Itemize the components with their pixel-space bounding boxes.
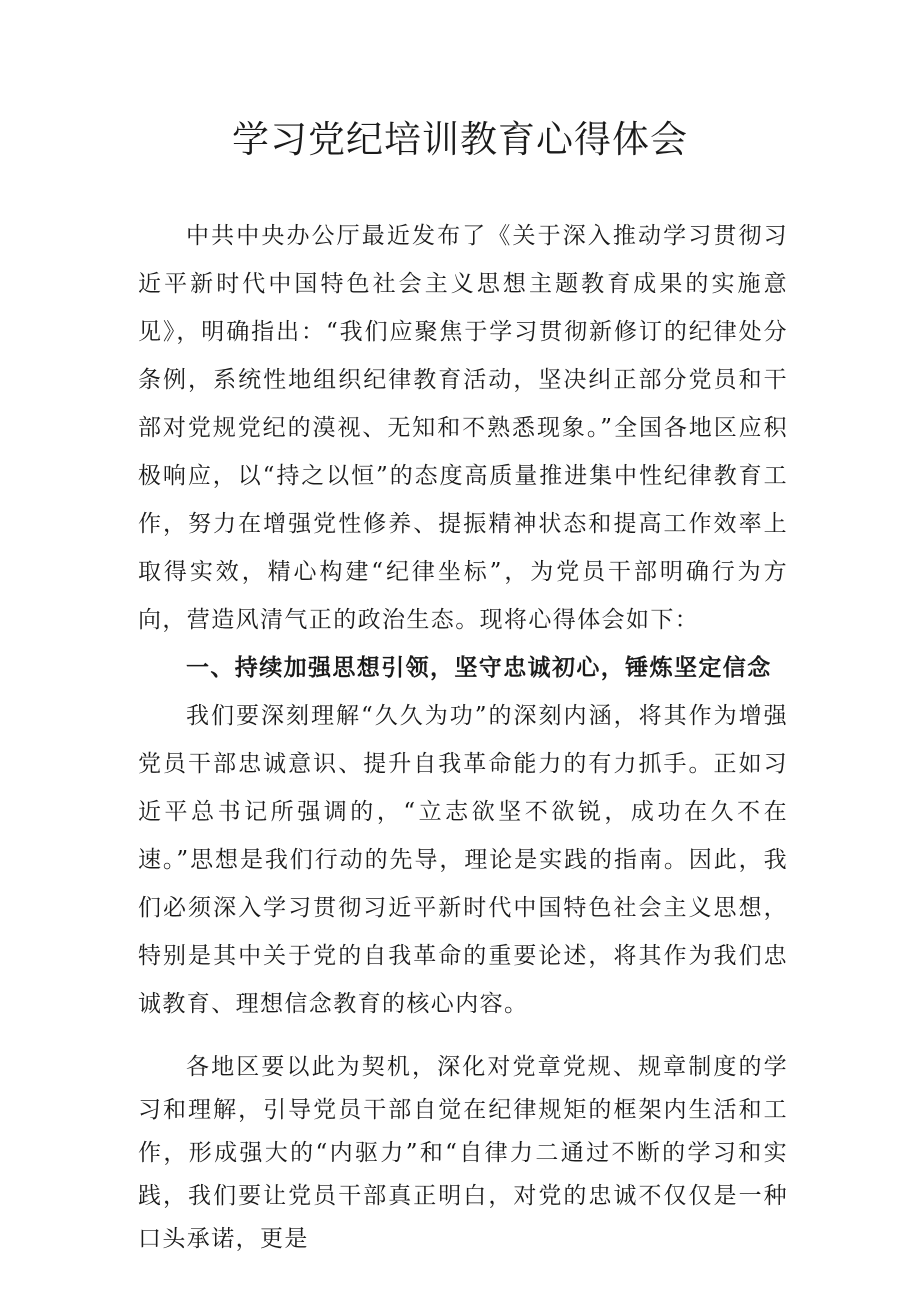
intro-paragraph: 中共中央办公厅最近发布了《关于深入推动学习贯彻习近平新时代中国特色社会主义思想主题教育成果的实施意见》，明确指出：“我们应聚焦于学习贯彻新修订的纪律处分条例，系统性地组织纪律教育活动，坚决纠正部分党员和干部对党规党纪的漠视、无知和不熟悉现象。”全国各地区应积极响应，以“持之以恒”的态度高质量推进集中性纪律教育工作，努力在增强党性修养、提振精神状态和提高工作效率上取得实效，精心构建“纪律坐标”，为党员干部明确行为方向，营造风清气正的政治生态。现将心得体会如下：	[138, 223, 788, 633]
section-1-paragraph-2: 各地区要以此为契机，深化对党章党规、规章制度的学习和理解，引导党员干部自觉在纪律规矩的框架内生活和工作，形成强大的“内驱力”和“自律力二通过不断的学习和实践，我们要让党员干部真正明白，对党的忠诚不仅仅是一种口头承诺，更是	[138, 1054, 788, 1252]
section-1-paragraph-1: 我们要深刻理解“久久为功”的深刻内涵，将其作为增强党员干部忠诚意识、提升自我革命能力的有力抓手。正如习近平总书记所强调的，“立志欲坚不欲锐，成功在久不在速。”思想是我们行动的先导，理论是实践的指南。因此，我们必须深入学习贯彻习近平新时代中国特色社会主义思想，特别是其中关于党的自我革命的重要论述，将其作为我们忠诚教育、理想信念教育的核心内容。	[138, 703, 788, 1017]
section-1-heading: 一、持续加强思想引领，坚守忠诚初心，锤炼坚定信念	[186, 655, 772, 681]
document-title: 学习党纪培训教育心得体会	[232, 118, 688, 161]
document-body	[138, 212, 788, 1261]
